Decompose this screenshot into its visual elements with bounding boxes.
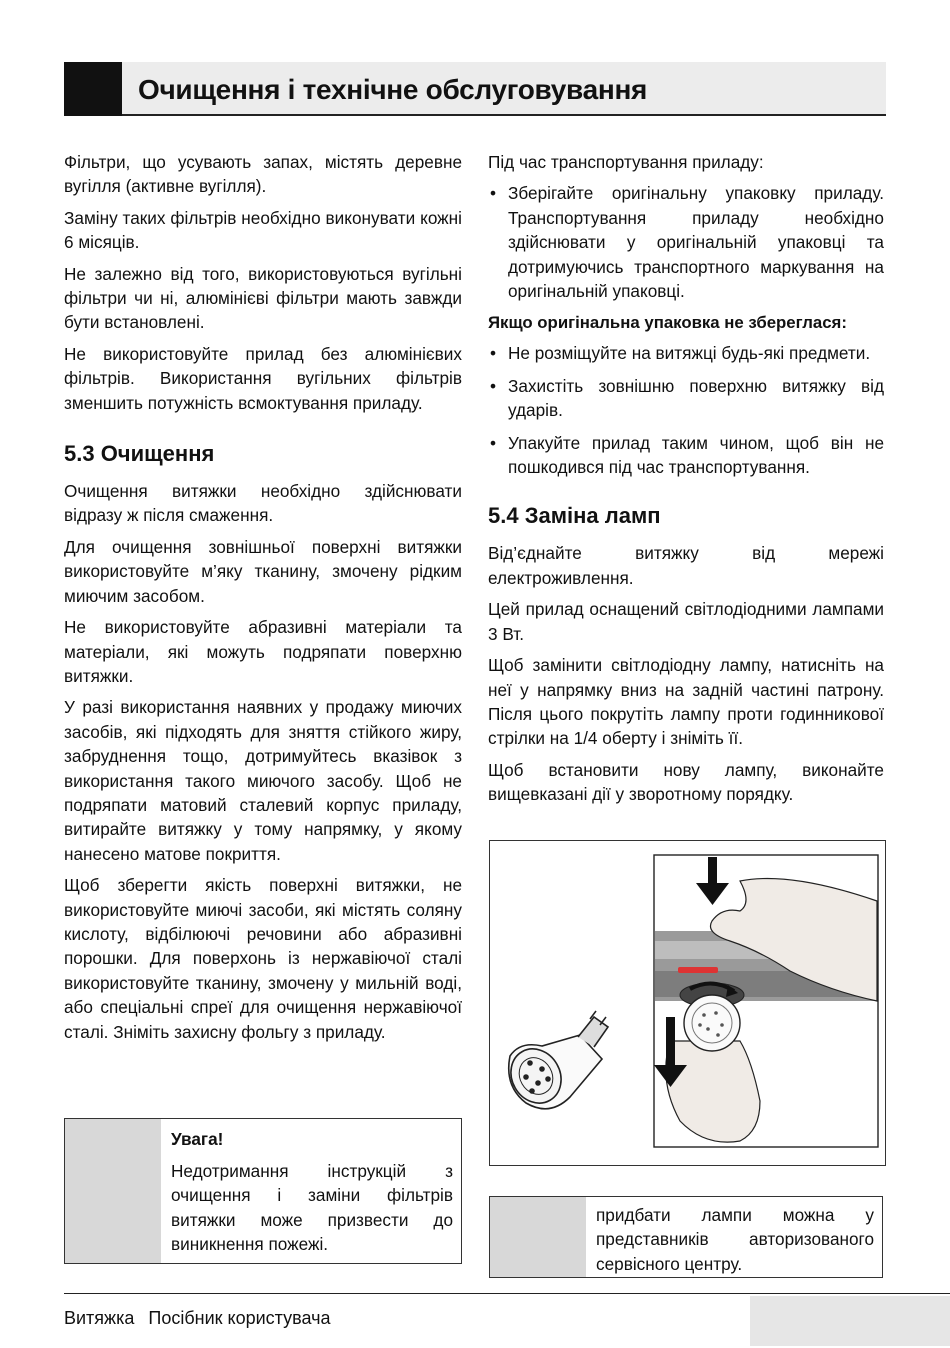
note-text: придбати лампи можна у представників авторизованого сервісного центру. xyxy=(596,1205,874,1274)
paragraph: Очищення витяжки необхідно здійснювати відразу ж після смаження. xyxy=(64,481,462,526)
page-number-box xyxy=(750,1296,950,1346)
paragraph: Для очищення зовнішньої поверхні витяжки використовуйте м’яку тканину, змочену рідким миючим засобом. xyxy=(64,536,462,606)
hood-photo xyxy=(654,855,878,1147)
bullet-icon: • xyxy=(490,343,497,364)
footer xyxy=(64,1308,330,1329)
paragraph: Щоб замінити світлодіодну лампу, натисніть на неї у напрямку вниз на задній частині патрону. Після цього покрутіть лампу проти годинникової стрілки на 1/4 оберту і зніміть її. xyxy=(488,655,884,749)
illustration-svg xyxy=(490,841,887,1167)
list-item-text: Упакуйте прилад таким чином, щоб він не пошкодився під час транспортування. xyxy=(508,432,884,478)
lamp-replacement-illustration xyxy=(489,840,886,1166)
note-box xyxy=(489,1196,883,1278)
paragraph: Цей прилад оснащений світлодіодними лампами 3 Вт. xyxy=(488,599,884,644)
left-column xyxy=(64,150,462,1051)
warning-text: Недотримання інструкцій з очищення і заміни фільтрів витяжки може призвести до виникнення пожежі. xyxy=(171,1161,453,1255)
list-item-text: Не розміщуйте на витяжці будь-які предмети. xyxy=(508,343,871,364)
warning-side-panel xyxy=(65,1119,161,1263)
paragraph: Не використовуйте прилад без алюмінієвих фільтрів. Використання вугільних фільтрів зменшить потужність всмоктування приладу. xyxy=(64,343,462,413)
paragraph: Фільтри, що усувають запах, містять деревне вугілля (активне вугілля). xyxy=(64,152,462,197)
header-bar xyxy=(64,62,886,116)
bullet-list xyxy=(488,341,884,479)
paragraph: У разі використання наявних у продажу миючих засобів, які підходять для зняття стійкого жиру, забруднення тощо, дотримуйтесь вказівок з використання такого миючого засобу. Щоб не подряпати матовий сталевий корпус приладу, витирайте витяжку у тому напрямку, у якому нанесено матове покриття. xyxy=(64,697,462,864)
led-lamp-icon xyxy=(501,1011,608,1112)
bullet-icon: • xyxy=(490,432,497,453)
paragraph: Щоб встановити нову лампу, виконайте вищевказані дії у зворотному порядку. xyxy=(488,759,884,805)
paragraph: Не залежно від того, використовуються вугільні фільтри чи ні, алюмінієві фільтри мають завжди бути встановлені. xyxy=(64,263,462,333)
list-item xyxy=(488,374,884,423)
section-heading-lamp-replacement: 5.4 Заміна ламп xyxy=(488,503,661,529)
list-item xyxy=(488,341,884,365)
footer-product: Витяжка xyxy=(64,1308,135,1328)
warning-title: Увага! xyxy=(171,1129,224,1149)
subheading: Якщо оригінальна упаковка не збереглася: xyxy=(488,313,847,333)
note-side-panel xyxy=(490,1197,586,1277)
header-accent-block xyxy=(64,62,122,116)
bullet-icon: • xyxy=(490,183,497,204)
list-item xyxy=(488,431,884,480)
section-heading-cleaning: 5.3 Очищення xyxy=(64,441,215,467)
right-column xyxy=(488,150,884,814)
footer-rule xyxy=(64,1293,950,1294)
paragraph: Не використовуйте абразивні матеріали та матеріали, які можуть подряпати поверхню витяжки. xyxy=(64,617,462,686)
paragraph: Заміну таких фільтрів необхідно виконувати кожні 6 місяців. xyxy=(64,207,462,253)
paragraph: Під час транспортування приладу: xyxy=(488,152,764,172)
bullet-list xyxy=(488,181,884,303)
warning-box xyxy=(64,1118,462,1264)
paragraph: Щоб зберегти якість поверхні витяжки, не використовуйте миючі засоби, які містять соляну кислоту, відбілюючі речовини або абразивні порошки. Для поверхонь із нержавіючої сталі використовуйте тканину, змочену у мильній воді, або спеціальні спреї для очищення нержавіючої сталі. Зніміть захисну фольгу з приладу. xyxy=(64,875,462,1042)
list-item-text: Зберігайте оригінальну упаковку приладу. Транспортування приладу необхідно здійснювати у оригінальній упаковці та дотримуючись транспортного маркування на оригінальній упаковці. xyxy=(508,183,884,302)
list-item xyxy=(488,181,884,303)
bullet-icon: • xyxy=(490,375,497,396)
list-item-text: Захистіть зовнішню поверхню витяжку від ударів. xyxy=(508,375,884,421)
page-title: Очищення і технічне обслуговування xyxy=(138,74,648,105)
footer-doc-title: Посібник користувача xyxy=(148,1308,331,1328)
paragraph: Від’єднайте витяжку від мережі електроживлення. xyxy=(488,543,884,588)
